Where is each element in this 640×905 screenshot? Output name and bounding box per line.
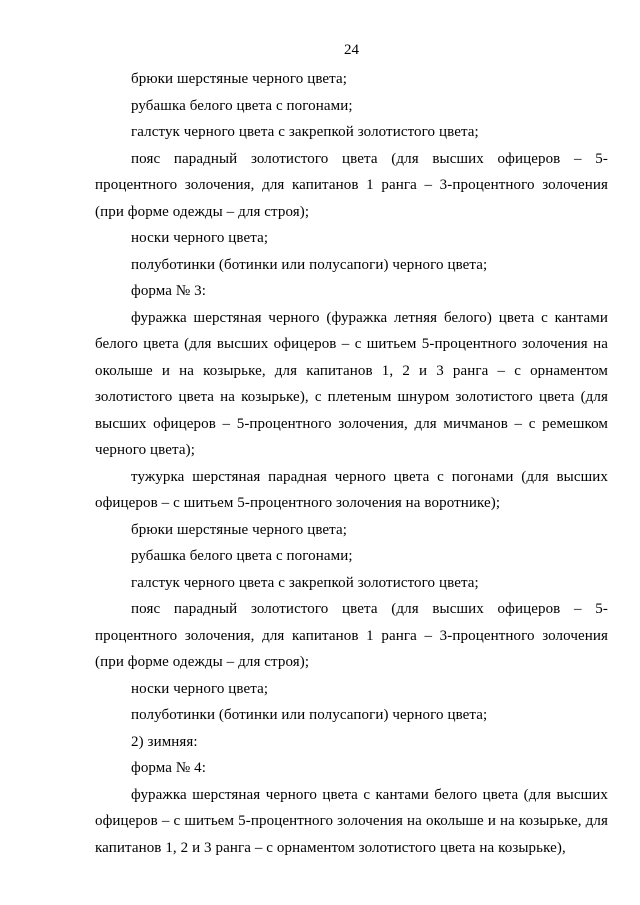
paragraph: 2) зимняя: [131, 733, 198, 750]
paragraph: брюки шерстяные черного цвета; [131, 71, 348, 87]
paragraph: галстук черного цвета с закрепкой золотистого цвета; [131, 124, 479, 140]
paragraph: рубашка белого цвета с погонами; [131, 548, 353, 564]
paragraph: пояс парадный золотистого цвета (для высших офицеров – 5-процентного золочения, для капитанов 1 ранга – 3-процентного золочения (при форме одежды – для строя); [95, 150, 608, 220]
paragraph: тужурка шерстяная парадная черного цвета с погонами (для высших офицеров – с шитьем 5-процентного золочения на воротнике); [95, 468, 608, 511]
paragraph: пояс парадный золотистого цвета (для высших офицеров – 5-процентного золочения, для капитанов 1 ранга – 3-процентного золочения (при форме одежды – для строя); [95, 601, 608, 670]
paragraph: фуражка шерстяная черного цвета с кантами белого цвета (для высших офицеров – с шитьем 5-процентного золочения на околыше и на козырьке, для капитанов 1, 2 и 3 ранга – с орнаментом золотистого цвета на козырьке), [95, 786, 608, 856]
paragraph: фуражка шерстяная черного (фуражка летняя белого) цвета с кантами белого цвета (для высших офицеров – с шитьем 5-процентного золочения на околыше и на козырьке, для капитанов 1, 2 и 3 ранга – с орнаментом золотистого цвета на козырьке), с плетеным шнуром золотистого цвета (для высших офицеров – 5-процентного золочения, для мичманов – с ремешком черного цвета); [95, 309, 608, 458]
paragraph: полуботинки (ботинки или полусапоги) черного цвета; [131, 707, 488, 723]
paragraph: галстук черного цвета с закрепкой золотистого цвета; [131, 574, 479, 591]
paragraph: рубашка белого цвета с погонами; [131, 97, 353, 114]
paragraph: форма № 3: [131, 283, 207, 299]
page-number: 24 [344, 42, 359, 58]
paragraph: брюки шерстяные черного цвета; [131, 521, 348, 538]
paragraph: полуботинки (ботинки или полусапоги) черного цвета; [131, 256, 488, 273]
paragraph: форма № 4: [131, 760, 207, 776]
paragraph: носки черного цвета; [131, 230, 269, 246]
paragraph: носки черного цвета; [131, 680, 269, 697]
